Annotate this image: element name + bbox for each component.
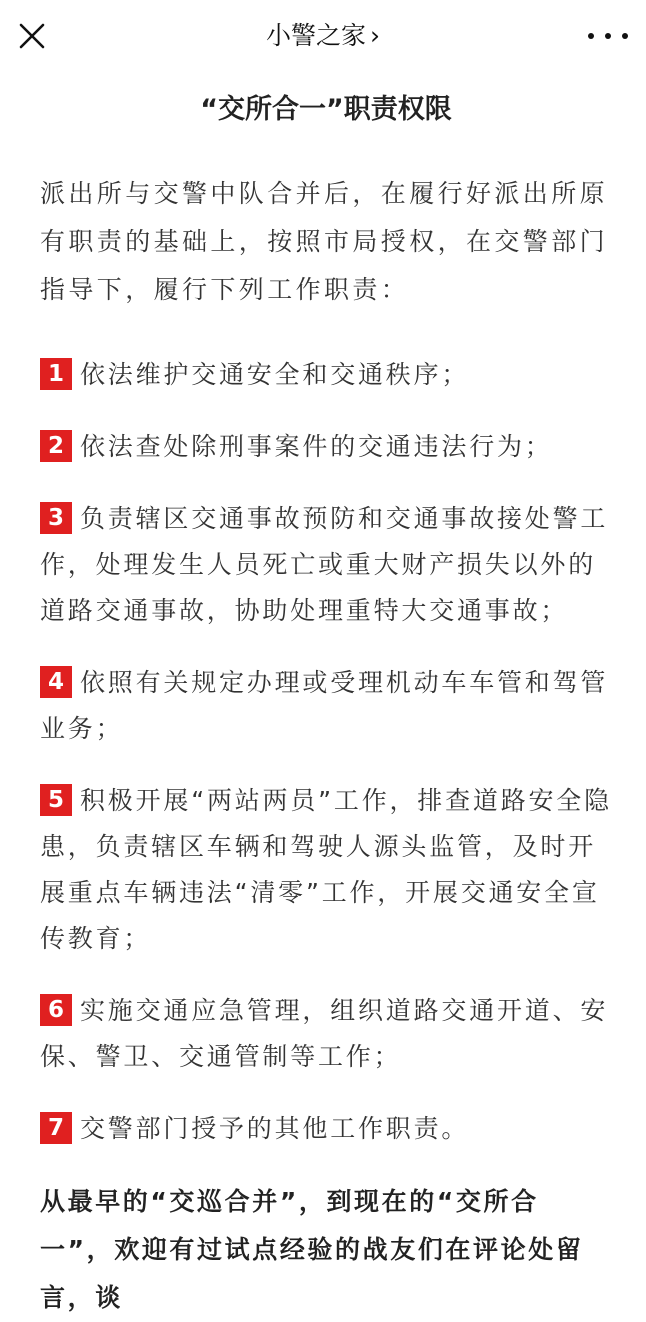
more-icon-dot [605,33,611,39]
item-number-badge: 3 [40,502,72,534]
account-name: 小警之家 [265,21,366,50]
item-text: 负责辖区交通事故预防和交通事故接处警工作，处理发生人员死亡或重大财产损失以外的道路交通事故，协助处理重特大交通事故； [40,504,609,625]
item-text: 依照有关规定办理或受理机动车车管和驾管业务； [40,668,609,743]
item-number-badge: 7 [40,1112,72,1144]
article-body [40,72,612,1322]
item-number-badge: 2 [40,430,72,462]
item-text: 实施交通应急管理，组织道路交通开道、安保、警卫、交通管制等工作； [40,996,609,1071]
item-number-badge: 6 [40,994,72,1026]
item-number-badge: 4 [40,666,72,698]
duty-list [40,352,612,1152]
more-icon-dot [588,33,594,39]
duty-list-item [40,424,612,470]
more-icon-dot [622,33,628,39]
item-text: 依法查处除刑事案件的交通违法行为； [80,432,553,461]
more-button[interactable] [588,22,628,50]
account-name-link[interactable] [0,18,646,54]
closing-paragraph: 从最早的“交巡合并”，到现在的“交所合一”，欢迎有过试点经验的战友们在评论处留言，谈 [40,1187,584,1312]
duty-list-item [40,778,612,962]
article-heading: “交所合一”职责权限 [200,94,452,125]
duty-list-item [40,496,612,634]
duty-list-item [40,1106,612,1152]
duty-list-item [40,660,612,752]
intro-paragraph: 派出所与交警中队合并后，在履行好派出所原有职责的基础上，按照市局授权，在交警部门指导下，履行下列工作职责： [40,179,609,304]
item-number-badge: 5 [40,784,72,816]
item-text: 积极开展“两站两员”工作，排查道路安全隐患，负责辖区车辆和驾驶人源头监管，及时开展重点车辆违法“清零”工作，开展交通安全宣传教育； [40,786,612,953]
item-number-badge: 1 [40,358,72,390]
item-text: 交警部门授予的其他工作职责。 [80,1114,470,1143]
item-text: 依法维护交通安全和交通秩序； [80,360,470,389]
top-nav-bar [0,0,646,72]
duty-list-item [40,352,612,398]
duty-list-item [40,988,612,1080]
chevron-right-icon: › [370,21,380,50]
